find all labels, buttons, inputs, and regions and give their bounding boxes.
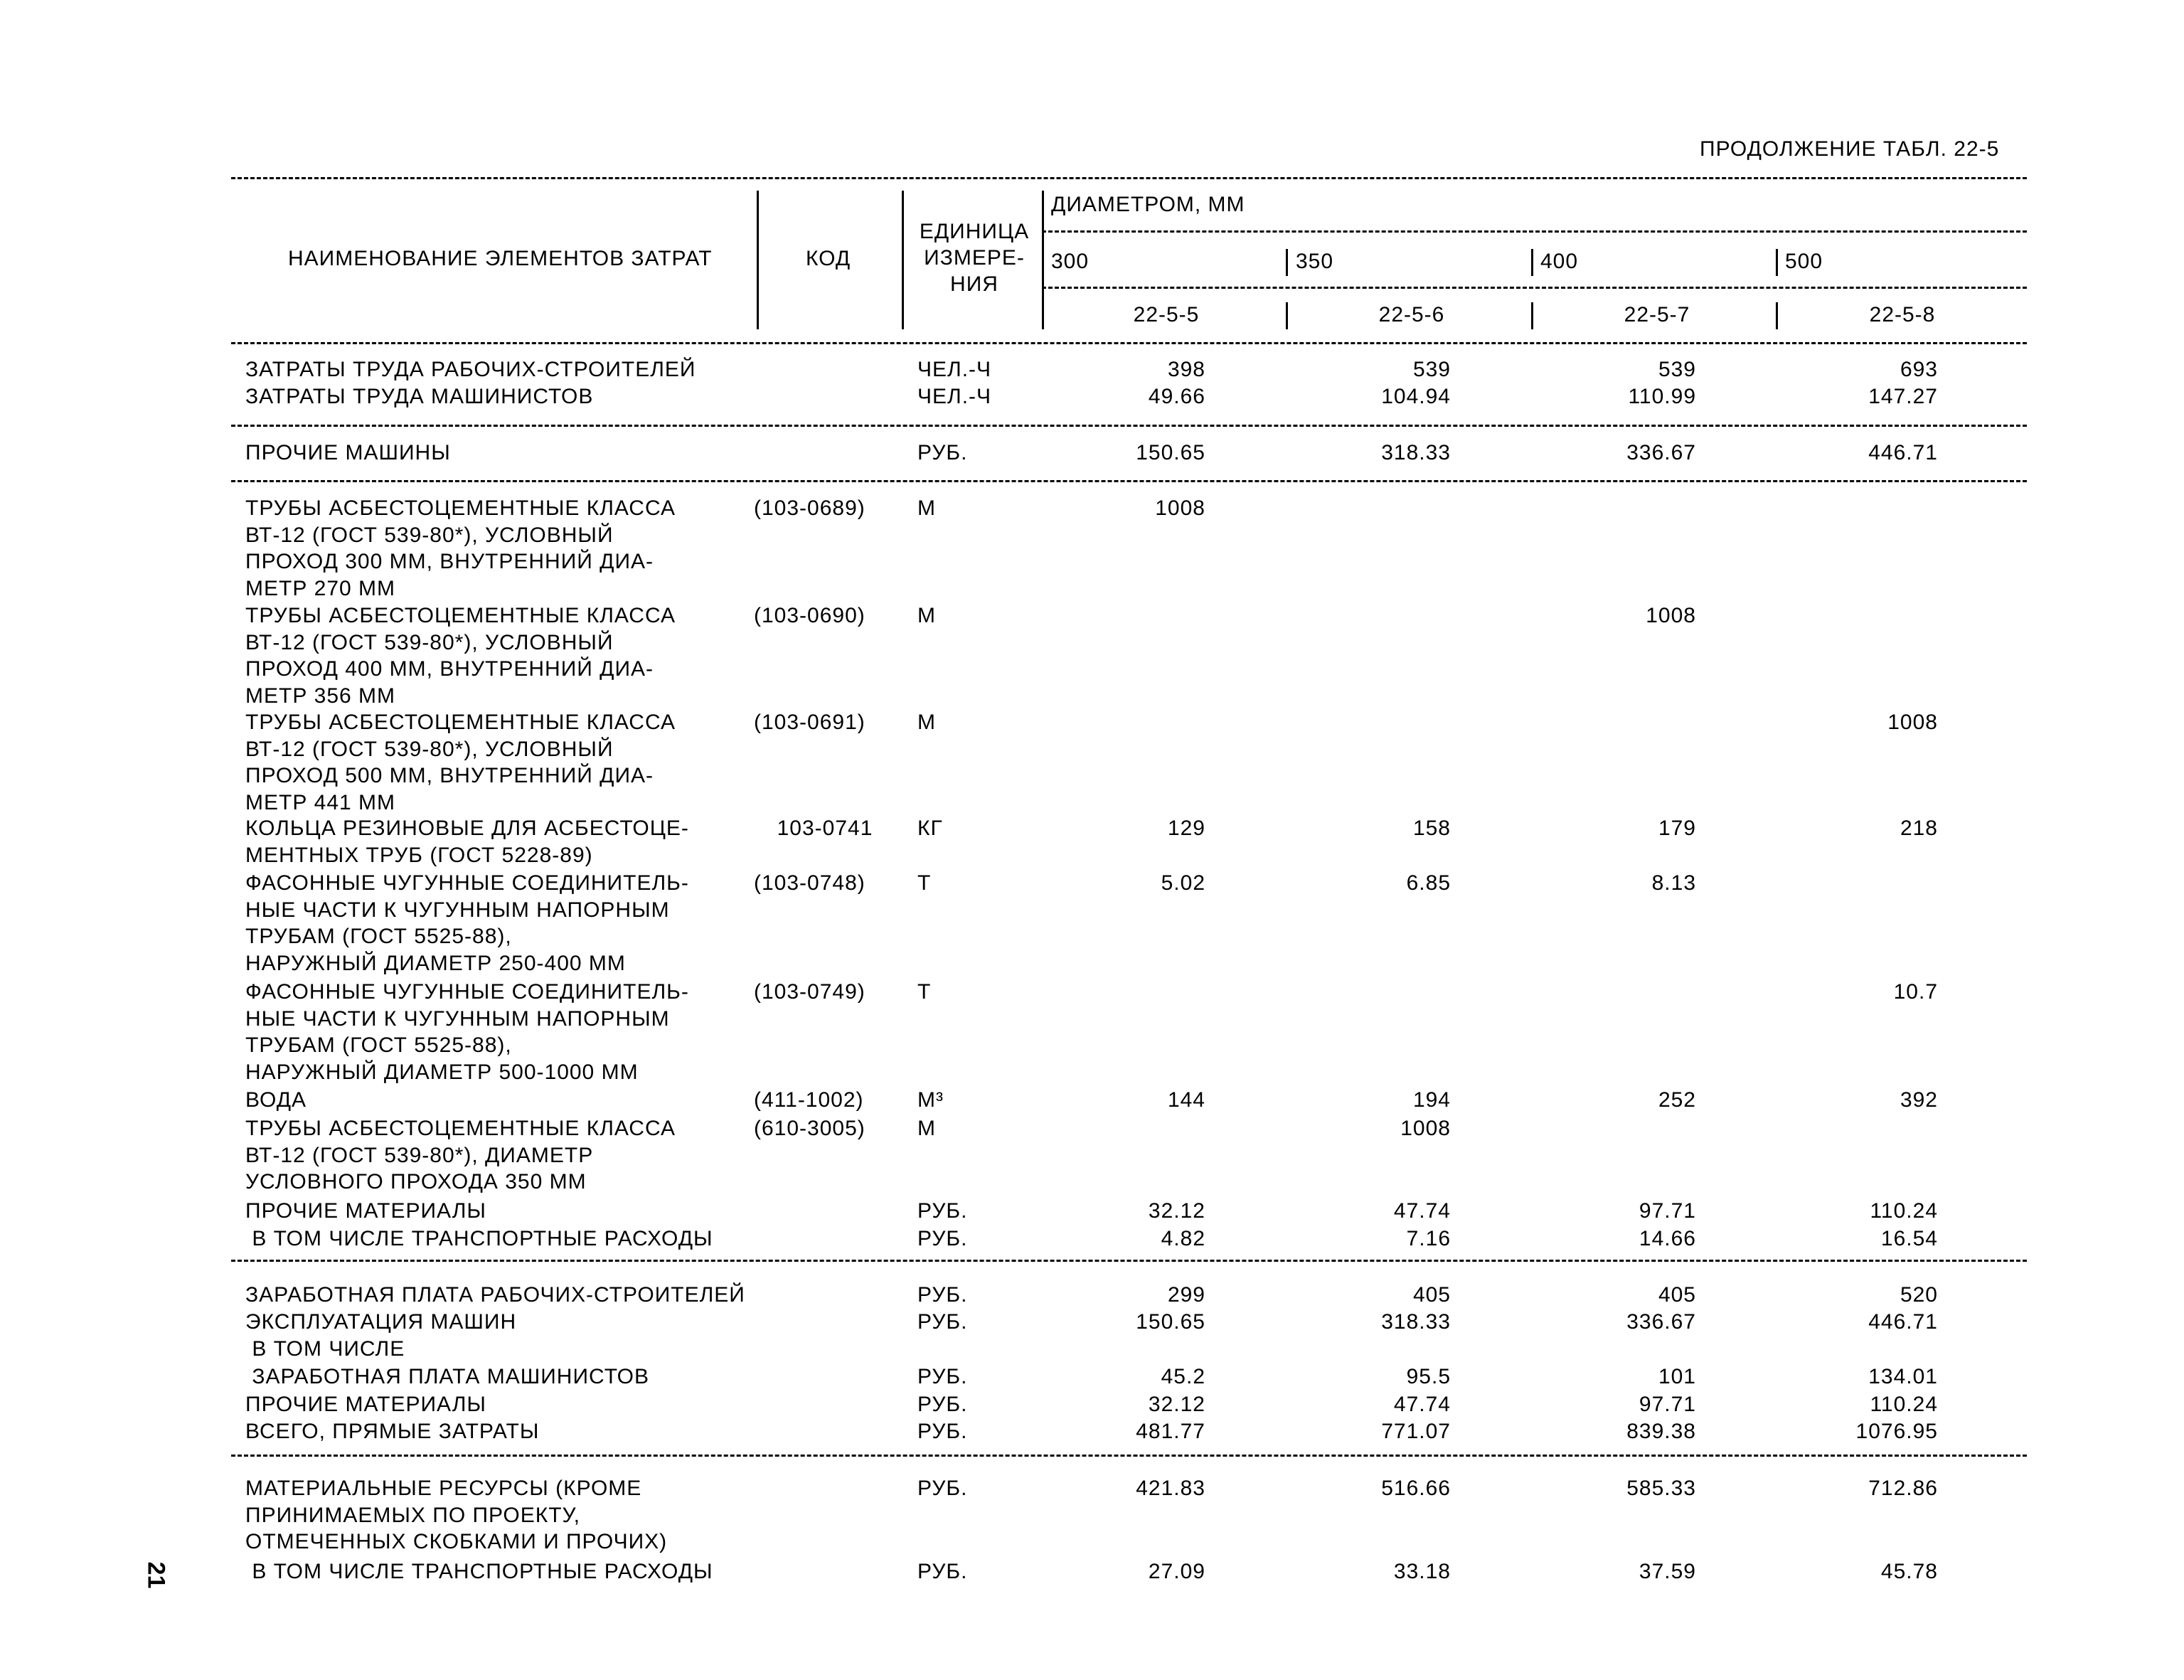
row-value: 1076.95 [1855,1420,1938,1443]
header-norm-22-5-6: 22-5-6 [1378,303,1445,326]
row-value: 6.85 [1406,871,1451,895]
row-name-line: В ТОМ ЧИСЛЕ ТРАНСПОРТНЫЕ РАСХОДЫ [245,1560,713,1583]
row-value: 14.66 [1639,1227,1696,1250]
row-name-line: МЕНТНЫХ ТРУБ (ГОСТ 5228-89) [245,843,593,867]
row-name-line: ТРУБЫ АСБЕСТОЦЕМЕНТНЫЕ КЛАССА [245,496,676,520]
row-value: 158 [1412,817,1451,840]
row-unit: М [917,496,936,520]
row-name-line: ПРОЧИЕ МАТЕРИАЛЫ [245,1393,486,1416]
row-value: 539 [1412,358,1451,381]
row-value: 446.71 [1868,1310,1938,1334]
row-code: (103-0690) [754,604,865,627]
header-unit-1: ЕДИНИЦА [919,220,1030,243]
row-value: 1008 [1887,711,1938,734]
row-value: 110.24 [1870,1393,1938,1416]
row-value: 110.99 [1628,385,1696,408]
section-rule-3 [231,1260,2027,1262]
row-code: (103-0691) [754,711,865,734]
row-value: 144 [1167,1088,1205,1112]
row-name-line: ТРУБАМ (ГОСТ 5525-88), [245,925,512,949]
col-divider-code [902,191,904,329]
col-divider-500 [1776,249,1778,276]
row-value: 693 [1900,358,1938,381]
row-name-line: МЕТР 356 ММ [245,684,396,708]
header-norm-22-5-5: 22-5-5 [1133,303,1200,326]
row-unit: М [917,1117,936,1140]
row-name-line: ФАСОННЫЕ ЧУГУННЫЕ СОЕДИНИТЕЛЬ- [245,871,689,895]
row-value: 104.94 [1381,385,1451,408]
row-value: 47.74 [1393,1393,1451,1416]
row-value: 95.5 [1406,1365,1451,1388]
row-name-line: В ТОМ ЧИСЛЕ [245,1337,405,1361]
row-name-line: ТРУБЫ АСБЕСТОЦЕМЕНТНЫЕ КЛАССА [245,1117,676,1140]
header-diameter-300: 300 [1051,250,1090,273]
header-code: КОД [806,247,851,270]
row-value: 299 [1167,1283,1205,1307]
row-value: 110.24 [1870,1199,1938,1223]
row-value: 336.67 [1626,441,1696,464]
row-value: 97.71 [1639,1199,1696,1223]
row-value: 712.86 [1868,1477,1938,1500]
row-unit: М [917,711,936,734]
row-value: 45.2 [1161,1365,1205,1388]
row-name-line: ТРУБЫ АСБЕСТОЦЕМЕНТНЫЕ КЛАССА [245,604,676,627]
row-unit: РУБ. [917,441,968,464]
row-name-line: В ТОМ ЧИСЛЕ ТРАНСПОРТНЫЕ РАСХОДЫ [245,1227,713,1250]
table-caption: ПРОДОЛЖЕНИЕ ТАБЛ. 22-5 [1700,137,2000,161]
row-unit: РУБ. [917,1310,968,1334]
row-unit: ЧЕЛ.-Ч [917,385,992,408]
row-name-line: ЗАРАБОТНАЯ ПЛАТА РАБОЧИХ-СТРОИТЕЛЕЙ [245,1283,745,1307]
header-unit-2: ИЗМЕРЕ- [924,246,1025,270]
header-unit-3: НИЯ [950,272,998,296]
col-divider-400 [1531,249,1533,276]
row-value: 1008 [1646,604,1696,627]
row-unit: РУБ. [917,1560,968,1583]
row-name-line: ВТ-12 (ГОСТ 539-80*), ДИАМЕТР [245,1143,594,1167]
row-unit: М³ [917,1088,944,1112]
row-value: 421.83 [1136,1477,1205,1500]
section-rule-1 [231,425,2027,427]
row-value: 47.74 [1393,1199,1451,1223]
row-value: 839.38 [1626,1420,1696,1443]
row-value: 405 [1658,1283,1696,1307]
row-value: 150.65 [1136,1310,1205,1334]
row-value: 32.12 [1148,1199,1205,1223]
row-value: 179 [1658,817,1696,840]
row-value: 16.54 [1880,1227,1938,1250]
row-value: 45.78 [1880,1560,1938,1583]
header-name: НАИМЕНОВАНИЕ ЭЛЕМЕНТОВ ЗАТРАТ [288,247,713,270]
row-value: 392 [1900,1088,1938,1112]
row-unit: ЧЕЛ.-Ч [917,358,992,381]
row-value: 32.12 [1148,1393,1205,1416]
header-norm-22-5-8: 22-5-8 [1869,303,1936,326]
row-name-line: ЗАТРАТЫ ТРУДА РАБОЧИХ-СТРОИТЕЛЕЙ [245,358,696,381]
row-name-line: ПРОХОД 300 ММ, ВНУТРЕННИЙ ДИА- [245,550,654,574]
row-name-line: МЕТР 441 ММ [245,790,396,814]
row-unit: РУБ. [917,1227,968,1250]
row-value: 150.65 [1136,441,1205,464]
row-value: 318.33 [1381,441,1451,464]
row-name-line: МЕТР 270 ММ [245,576,396,600]
header-top-rule [231,177,2027,179]
row-code: (610-3005) [754,1117,865,1140]
row-unit: РУБ. [917,1283,968,1307]
row-value: 4.82 [1161,1227,1205,1250]
col-divider-350 [1286,249,1288,276]
row-name-line: НЫЕ ЧАСТИ К ЧУГУННЫМ НАПОРНЫМ [245,1006,670,1031]
row-name-line: УСЛОВНОГО ПРОХОДА 350 ММ [245,1170,587,1194]
row-name-line: ПРОХОД 500 ММ, ВНУТРЕННИЙ ДИА- [245,764,654,788]
header-diameter-500: 500 [1785,250,1823,273]
row-unit: РУБ. [917,1420,968,1443]
row-value: 97.71 [1639,1393,1696,1416]
row-value: 771.07 [1381,1420,1451,1443]
section-rule-2 [231,480,2027,482]
row-name-line: КОЛЬЦА РЕЗИНОВЫЕ ДЛЯ АСБЕСТОЦЕ- [245,817,689,840]
diameter-rule [1042,230,2027,233]
row-value: 252 [1658,1088,1696,1112]
row-unit: РУБ. [917,1393,968,1416]
row-name-line: ЗАТРАТЫ ТРУДА МАШИНИСТОВ [245,385,594,408]
row-value: 194 [1412,1088,1451,1112]
row-name-line: ЭКСПЛУАТАЦИЯ МАШИН [245,1310,517,1334]
row-unit: М [917,604,936,627]
header-diameter: ДИАМЕТРОМ, ММ [1051,193,1245,216]
row-name-line: ВОДА [245,1088,307,1112]
row-value: 37.59 [1639,1560,1696,1583]
row-code: (103-0689) [754,496,865,520]
row-name-line: ВТ-12 (ГОСТ 539-80*), УСЛОВНЫЙ [245,523,614,547]
row-name-line: ТРУБЫ АСБЕСТОЦЕМЕНТНЫЕ КЛАССА [245,711,676,734]
row-value: 147.27 [1868,385,1938,408]
page-number: 21 [142,1561,170,1589]
row-name-line: МАТЕРИАЛЬНЫЕ РЕСУРСЫ (КРОМЕ [245,1477,642,1500]
row-value: 10.7 [1893,980,1938,1004]
row-value: 134.01 [1868,1365,1938,1388]
row-value: 446.71 [1868,441,1938,464]
row-name-line: НЫЕ ЧАСТИ К ЧУГУННЫМ НАПОРНЫМ [245,898,670,922]
row-code: (103-0749) [754,980,865,1004]
row-value: 398 [1167,358,1205,381]
row-value: 1008 [1400,1117,1451,1140]
row-value: 318.33 [1381,1310,1451,1334]
section-rule-4 [231,1455,2027,1457]
header-diameter-400: 400 [1540,250,1579,273]
row-name-line: ТРУБАМ (ГОСТ 5525-88), [245,1033,512,1058]
row-value: 5.02 [1161,871,1205,895]
row-value: 8.13 [1651,871,1696,895]
row-value: 516.66 [1381,1477,1451,1500]
header-norm-22-5-7: 22-5-7 [1624,303,1690,326]
row-unit: Т [917,980,932,1004]
row-value: 336.67 [1626,1310,1696,1334]
col-divider-norm-8 [1776,302,1778,329]
row-name-line: ОТМЕЧЕННЫХ СКОБКАМИ И ПРОЧИХ) [245,1530,668,1554]
row-unit: РУБ. [917,1477,968,1500]
row-code: (103-0748) [754,871,865,895]
row-name-line: ПРОЧИЕ МАШИНЫ [245,441,451,464]
row-name-line: ВТ-12 (ГОСТ 539-80*), УСЛОВНЫЙ [245,737,614,761]
row-value: 481.77 [1136,1420,1205,1443]
row-name-line: ПРИНИМАЕМЫХ ПО ПРОЕКТУ, [245,1503,580,1527]
row-unit: РУБ. [917,1365,968,1388]
row-value: 218 [1900,817,1938,840]
row-value: 129 [1167,817,1205,840]
row-name-line: НАРУЖНЫЙ ДИАМЕТР 500-1000 ММ [245,1060,639,1084]
header-bottom-rule [231,342,2027,344]
header-diameter-350: 350 [1296,250,1334,273]
row-name-line: ЗАРАБОТНАЯ ПЛАТА МАШИНИСТОВ [245,1365,650,1388]
row-value: 585.33 [1626,1477,1696,1500]
row-unit: КГ [917,817,943,840]
row-code: (411-1002) [754,1088,864,1112]
row-value: 101 [1658,1365,1696,1388]
row-unit: Т [917,871,932,895]
row-value: 1008 [1155,496,1205,520]
row-name-line: ПРОХОД 400 ММ, ВНУТРЕННИЙ ДИА- [245,657,654,681]
row-value: 405 [1412,1283,1451,1307]
row-name-line: НАРУЖНЫЙ ДИАМЕТР 250-400 ММ [245,951,626,975]
row-unit: РУБ. [917,1199,968,1223]
row-code: 103-0741 [777,817,873,840]
norms-rule [1042,287,2027,289]
col-divider-name [757,191,759,329]
row-value: 7.16 [1406,1227,1451,1250]
col-divider-norm-6 [1286,302,1288,329]
col-divider-norm-7 [1531,302,1533,329]
row-value: 49.66 [1148,385,1205,408]
row-value: 33.18 [1393,1560,1451,1583]
row-name-line: ВТ-12 (ГОСТ 539-80*), УСЛОВНЫЙ [245,630,614,654]
col-divider-unit [1042,191,1044,329]
row-name-line: ПРОЧИЕ МАТЕРИАЛЫ [245,1199,486,1223]
row-name-line: ВСЕГО, ПРЯМЫЕ ЗАТРАТЫ [245,1420,540,1443]
row-value: 520 [1900,1283,1938,1307]
row-name-line: ФАСОННЫЕ ЧУГУННЫЕ СОЕДИНИТЕЛЬ- [245,980,689,1004]
row-value: 27.09 [1148,1560,1205,1583]
row-value: 539 [1658,358,1696,381]
